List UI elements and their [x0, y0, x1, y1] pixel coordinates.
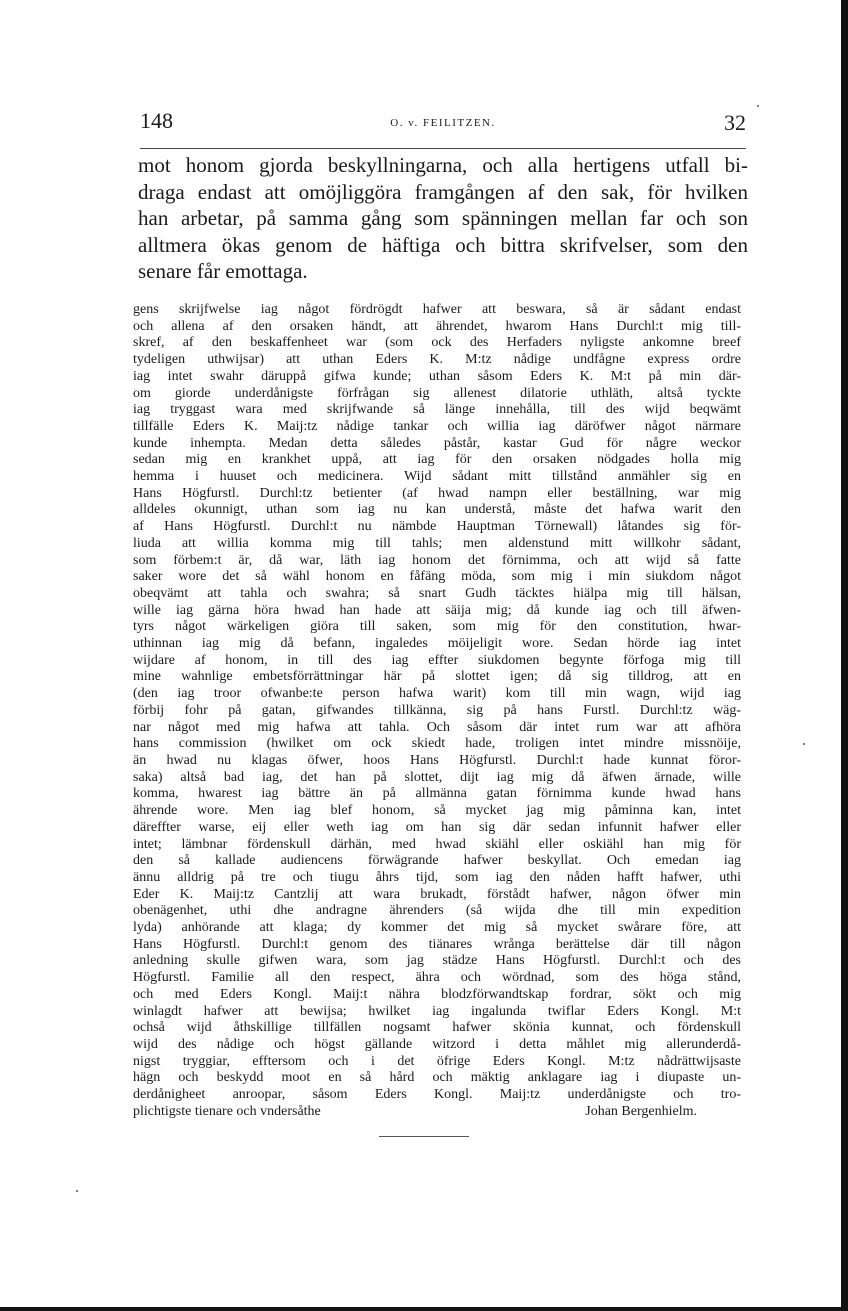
letter-line: (den iag troor ofwanbe:te person hafwa warit) kom till min wagn, wijd iag	[133, 686, 741, 702]
end-rule	[379, 1136, 469, 1137]
letter-line: lyda) anhörande att klaga; dy kommer det mig så mycket swårare före, att	[133, 920, 741, 936]
letter-line: och med Eders Kongl. Maij:t nähra blodzförwandtskap fordrar, sökt och mig	[133, 986, 741, 1002]
letter-line: obenägenhet, uthi dhe andragne ährenders (så wijda dhe till min expedition	[133, 903, 741, 919]
letter-line: wijdare af honom, in till des iag effter siukdomen begynte förfoga mig till	[133, 652, 741, 668]
letter-line: anledning skulle gifwen wara, som jag städze Hans Högfurstl. Durchl:t och des	[133, 953, 741, 969]
closing-line: plichtigste tienare och vndersåthe	[133, 1103, 321, 1119]
letter-line: intet; lämbnar fördenskull därhän, med hwad skiähl eller oskiähl han mig för	[133, 836, 741, 852]
letter-line: af Hans Högfurstl. Durchl:t nu nämbde Hauptman Törnewall) låtandes sig för-	[133, 519, 741, 535]
letter-closing	[133, 1104, 741, 1121]
page-number: 148	[140, 108, 173, 133]
main-line: draga endast att omöjliggöra framgången af den sak, för hvilken	[138, 179, 748, 204]
letter-line: wijd des nådige och högst gällande witzord i detta måhlet mig allerunderdå-	[133, 1036, 741, 1052]
letter-line: om giorde underdånigste förfrågan sig allenest dilatorie uthläth, altså tyckte	[133, 385, 741, 401]
letter-line: än hwad nu klagas öfwer, hoos Hans Högfurstl. Durchl:t hade kunnat föror-	[133, 752, 741, 768]
letter-line: hemma i huuset och medicinera. Wijd sådant mitt tillstånd anmähler sig en	[133, 469, 741, 485]
letter-line: wille iag gärna höra hwad han hade att säija mig; då kunde iag och till äfwen-	[133, 602, 741, 618]
letter-line: som förbem:t är, då war, läth iag honom det förnimma, och att wijd så fatte	[133, 552, 741, 568]
letter-line: saka) altså bad iag, det han på slottet, dijt iag mig då äfwen ärnade, wille	[133, 769, 741, 785]
main-line: senare får emottaga.	[138, 259, 308, 284]
letter-line: Eder K. Maij:tz Cantzlij att wara brukadt, förstådt hafwer, någon öfwer min	[133, 886, 741, 902]
scan-speck	[803, 743, 805, 745]
letter-line: derdånigheet anroopar, såsom Eders Kongl. Maij:tz underdånigste och tro-	[133, 1087, 741, 1103]
letter-line: den så kallade audiencens förwägrande hafwer beskyllat. Och emedan iag	[133, 853, 741, 869]
letter-line: iag intet swahr däruppå gifwa kunde; uthan såsom Eders K. M:t på min där-	[133, 368, 741, 384]
letter-line: Högfurstl. Familie all den respect, ähra och wördnad, som des höga stånd,	[133, 970, 741, 986]
main-line: mot honom gjorda beskyllningarna, och alla hertigens utfall bi-	[138, 153, 748, 177]
letter-line: ännu alldrig på tre och tiugu åhrs tijd, som iag den nåden hafft hafwer, uthi	[133, 869, 741, 885]
letter-line: kunde inhempta. Medan detta således påstår, kastar Gud för någre weckor	[133, 435, 741, 451]
signature: Johan Bergenhielm.	[585, 1103, 697, 1119]
page-header	[140, 108, 746, 142]
letter-line: mine wahnlige embetsförrättningar här på slottet igen; då sig tilldrog, att en	[133, 669, 741, 685]
letter-line: tydeligen uthwijsar) att uthan Eders K. M:tz nådige undfågne express ordre	[133, 352, 741, 368]
scan-speck	[757, 105, 759, 107]
main-line: han arbetar, på samma gång som spänningen mellan far och son	[138, 206, 748, 231]
letter-line: tyrs något wärkeligen giöra till saken, som mig för den constitution, hwar-	[133, 619, 741, 635]
letter-line: alldeles okunnigt, uthan som iag nu kan understå, måste det hafwa warit den	[133, 502, 741, 518]
letter-line: hägn och beskydd moot en så hård och mäktig anklagare iag i diupaste un-	[133, 1070, 741, 1086]
scan-speck	[76, 1190, 78, 1192]
section-number: 32	[724, 110, 746, 135]
letter-line: liuda att willia komma mig till tahls; men aldenstund mitt willkohr sådant,	[133, 535, 741, 551]
letter-line: skref, af den beskaffenheet war (som ock des Herfaders nyligste ankomne breef	[133, 335, 741, 351]
letter-line: winlagdt hafwer att bewijsa; hwilket iag ingalunda twiflar Eders Kongl. M:t	[133, 1003, 741, 1019]
letter-line: iag tryggast wara med skrijfwande så länge innehålla, till des wijd beqwämt	[133, 402, 741, 418]
letter-line: obeqvämt att tahla och swahra; så snart Gudh täcktes hiälpa mig till hälsan,	[133, 585, 741, 601]
letter-line: saker wore det så wähl honom en fåfäng möda, som mig i min siukdom något	[133, 569, 741, 585]
letter-line: Hans Högfurstl. Durchl:tz betienter (af hwad nampn eller beställning, war mig	[133, 485, 741, 501]
quoted-letter	[133, 302, 741, 1120]
letter-line: Hans Högfurstl. Durchl:t genom des tiänares wrånga berättelse där till någon	[133, 936, 741, 952]
letter-line: uthinnan iag mig då befann, ingaledes möijeligit wore. Sedan hörde iag intet	[133, 636, 741, 652]
page-edge-bottom	[0, 1307, 848, 1311]
letter-line: förbij fohr på gatan, gifwandes tillkänna, sig på hans Furstl. Durchl:tz wäg-	[133, 702, 741, 718]
main-paragraph	[138, 152, 748, 285]
main-line: alltmera ökas genom de häftiga och bittra skrifvelser, som den	[138, 232, 748, 257]
letter-line: nar något med mig hafwa att tahla. Och såsom där intet rum war att afhöra	[133, 719, 741, 735]
letter-line: tillfälle Eders K. Maij:tz nådige tankar och willia iag däröfwer något närmare	[133, 418, 741, 434]
letter-line: ährende wore. Men iag blef honom, så mycket jag mig påminna kan, intet	[133, 803, 741, 819]
letter-line: ochså wijd åthskillige tillfällen nogsamt hafwer skönia kunnat, och fördenskull	[133, 1020, 741, 1036]
letter-line: nigst tryggiar, efftersom och i det öfrige Eders Kongl. M:tz nådrättwijsaste	[133, 1053, 741, 1069]
letter-line: däreffter warse, eij eller weth iag om han sig där sedan infunnit hafwer eller	[133, 819, 741, 835]
page-edge-right	[841, 0, 848, 1311]
letter-line: gens skrijfwelse iag något fördrögdt hafwer att beswara, så är sådant endast	[133, 302, 741, 317]
letter-line: hans commission (hwilket om ock skiedt hade, troligen intet mindre missnöije,	[133, 736, 741, 752]
letter-line: komma, hwarest iag bättre än på allmänna gatan förnimma kunde hwad hans	[133, 786, 741, 802]
header-rule	[140, 148, 746, 149]
letter-line: och allena af den orsaken händt, att ährendet, hwarom Hans Durchl:t mig till-	[133, 318, 741, 334]
letter-line: sedan mig en krankhet uppå, att iag för den orsaken nödgades holla mig	[133, 452, 741, 468]
running-head: O. v. FEILITZEN.	[390, 117, 496, 129]
